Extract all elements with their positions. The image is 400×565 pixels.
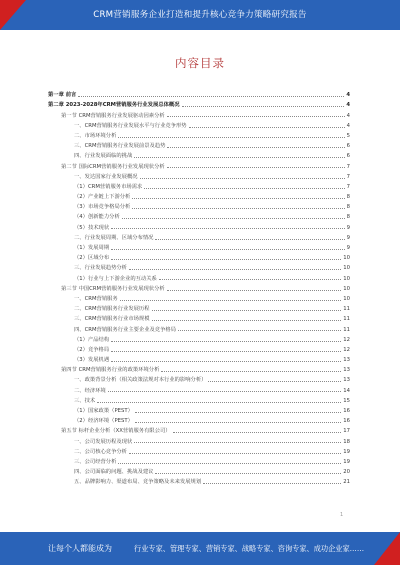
toc-entry-text: 第五节 标杆企业分析（XX营销服务有限公司）: [61, 428, 171, 435]
toc-entry-page: 4: [346, 122, 350, 129]
toc-entry-page: 9: [346, 234, 350, 241]
toc-entry-page: 7: [346, 173, 350, 180]
toc-entry-page: 10: [343, 255, 350, 262]
toc-entry-text: 四、行业发展面临的挑战: [74, 153, 133, 160]
toc-entry-text: 三、公司经营分析: [74, 458, 117, 465]
footer-roles: 行业专家、管理专家、营销专家、战略专家、咨询专家、成功企业家……: [134, 544, 365, 553]
toc-entry-page: 9: [346, 245, 350, 251]
toc-leader-dots: [140, 178, 345, 179]
toc-leader-dots: [97, 402, 341, 403]
toc-entry[interactable]: [48, 373, 350, 383]
toc-entry-text: 二、经济环境: [74, 387, 106, 394]
toc-entry[interactable]: [48, 129, 350, 139]
page-number: 1: [340, 512, 344, 518]
toc-leader-dots: [155, 473, 341, 474]
toc-entry-page: 16: [343, 418, 350, 425]
toc-entry-page: 12: [343, 346, 350, 353]
toc-entry[interactable]: [48, 333, 350, 343]
toc-leader-dots: [129, 453, 341, 454]
toc-entry-page: 14: [343, 387, 350, 394]
toc-entry[interactable]: [48, 434, 350, 444]
toc-leader-dots: [178, 330, 341, 331]
toc-entry-page: 20: [343, 469, 350, 476]
footer-slogan: 让每个人都能成为: [48, 544, 112, 553]
toc-entry-page: 18: [343, 438, 350, 445]
toc-entry[interactable]: [48, 394, 350, 404]
toc-leader-dots: [203, 483, 341, 484]
toc-entry-text: 第三节 中国CRM营销服务行业发展现状分析: [61, 285, 165, 292]
toc-entry-text: （1）发展周期: [74, 245, 110, 251]
toc-entry[interactable]: [48, 282, 350, 292]
toc-entry[interactable]: [48, 292, 350, 302]
toc-leader-dots: [129, 269, 341, 270]
toc-leader-dots: [208, 381, 341, 382]
toc-leader-dots: [122, 218, 345, 219]
toc-leader-dots: [118, 463, 341, 464]
toc-leader-dots: [144, 188, 344, 189]
toc-entry-page: 19: [343, 458, 350, 465]
toc-entry-page: 8: [346, 214, 350, 221]
toc-entry-text: （1）行业与上下游企业的互动关系: [74, 275, 157, 282]
toc-entry-text: 五、品牌影响力、渠道布局、竞争策略及未来发展规划: [74, 479, 202, 486]
toc-entry-text: （5）技术现状: [74, 224, 110, 231]
toc-entry-text: 第一章 前言: [48, 92, 77, 99]
toc-entry-page: 4: [346, 92, 350, 99]
toc-entry-text: 二、CRM营销服务行业发展历程: [74, 306, 150, 313]
toc-leader-dots: [132, 198, 344, 199]
toc-entry[interactable]: [48, 88, 350, 98]
toc-entry[interactable]: [48, 210, 350, 220]
toc-entry-text: （1）国家政策（PEST）: [74, 408, 133, 414]
toc-entry[interactable]: [48, 251, 350, 261]
toc-entry[interactable]: [48, 149, 350, 159]
toc-entry[interactable]: [48, 312, 350, 322]
toc-leader-dots: [111, 249, 344, 250]
toc-entry-page: 10: [343, 285, 350, 292]
toc-entry-page: 17: [343, 428, 350, 435]
toc-entry-text: 三、CRM营销服务行业发展前景及趋势: [74, 143, 166, 150]
toc-entry[interactable]: [48, 119, 350, 129]
report-title: CRM营销服务企业打造和提升核心竞争力策略研究报告: [93, 10, 307, 20]
toc-entry[interactable]: [48, 383, 350, 393]
toc-leader-dots: [167, 147, 344, 148]
toc-entry-text: 第二章 2023-2028年CRM营销服务行业发展总体概况: [48, 102, 180, 109]
toc-leader-dots: [155, 239, 344, 240]
toc-entry[interactable]: [48, 190, 350, 200]
toc-entry-text: （2）竞争格局: [74, 346, 110, 353]
toc-entry[interactable]: [48, 261, 350, 271]
toc-entry-text: （2）经济环境（PEST）: [74, 418, 133, 425]
toc-entry[interactable]: [48, 445, 350, 455]
toc-entry-page: 9: [346, 224, 350, 231]
toc-entry[interactable]: [48, 159, 350, 169]
toc-entry-text: （1）产品结构: [74, 336, 110, 343]
toc-entry-text: 一、政策背景分析（相关政策法规对本行业的影响分析）: [74, 377, 207, 384]
toc-leader-dots: [135, 412, 341, 413]
toc-entry[interactable]: [48, 322, 350, 332]
toc-entry-text: 一、公司发展历程及现状: [74, 438, 133, 445]
toc-leader-dots: [182, 106, 345, 107]
toc-leader-dots: [152, 320, 342, 321]
toc-entry[interactable]: [48, 404, 350, 414]
toc-leader-dots: [173, 432, 342, 433]
toc-entry[interactable]: [48, 200, 350, 210]
toc-leader-dots: [111, 228, 344, 229]
toc-leader-dots: [167, 290, 342, 291]
toc-leader-dots: [134, 157, 344, 158]
toc-entry[interactable]: [48, 241, 350, 251]
toc-leader-dots: [118, 137, 344, 138]
toc-entry[interactable]: [48, 363, 350, 373]
toc-entry-page: 11: [343, 316, 350, 323]
toc-entry-text: 四、公司面临的问题、挑战及建议: [74, 469, 154, 476]
toc-entry-page: 10: [343, 265, 350, 272]
toc-entry-text: （1）CRM营销服务市场需求: [74, 183, 143, 190]
toc-leader-dots: [78, 96, 344, 97]
toc-entry[interactable]: [48, 353, 350, 363]
toc-leader-dots: [120, 300, 342, 301]
toc-entry-text: 二、市场环境分析: [74, 132, 117, 139]
toc-leader-dots: [111, 361, 341, 362]
toc-entry-page: 11: [343, 306, 350, 313]
toc-entry-page: 13: [343, 367, 350, 374]
toc-entry-text: （3）市场竞争格局分析: [74, 204, 131, 211]
toc-entry[interactable]: [48, 231, 350, 241]
toc-leader-dots: [108, 391, 341, 392]
toc-entry-text: （2）产业链上下游分析: [74, 194, 131, 201]
toc-entry-page: 13: [343, 377, 350, 384]
toc-leader-dots: [134, 442, 341, 443]
toc-entry-text: 二、公司核心竞争分析: [74, 448, 127, 455]
toc-entry-page: 12: [343, 336, 350, 343]
toc-leader-dots: [111, 341, 341, 342]
toc-entry[interactable]: [48, 475, 350, 485]
toc-entry[interactable]: [48, 465, 350, 475]
toc-entry-page: 19: [343, 448, 350, 455]
toc-entry-page: 13: [343, 357, 350, 364]
table-of-contents: [48, 88, 350, 485]
toc-leader-dots: [189, 127, 345, 128]
toc-entry-text: 二、行业发展周期、区域分布情况: [74, 234, 154, 241]
toc-entry-page: 7: [346, 183, 350, 190]
toc-entry-text: （2）区域分布: [74, 255, 110, 262]
toc-entry-page: 4: [346, 112, 350, 119]
toc-entry[interactable]: [48, 108, 350, 118]
toc-entry[interactable]: [48, 424, 350, 434]
toc-entry[interactable]: [48, 343, 350, 353]
footer-red-accent: [374, 532, 400, 565]
toc-entry-page: 7: [346, 163, 350, 170]
toc-leader-dots: [111, 351, 341, 352]
toc-leader-dots: [152, 310, 342, 311]
toc-entry-text: （4）创新能力分析: [74, 214, 120, 221]
toc-entry-page: 11: [343, 326, 350, 333]
toc-entry-text: 第四节 CRM营销服务行业的政策环境分析: [61, 367, 160, 374]
toc-entry[interactable]: [48, 98, 350, 108]
toc-leader-dots: [159, 279, 341, 280]
toc-entry-text: 一、发达国家行业发展概况: [74, 173, 138, 180]
toc-heading: 内容目录: [175, 56, 225, 70]
toc-entry-page: 21: [343, 479, 350, 486]
toc-entry-text: 四、CRM营销服务行业主要企业及竞争格局: [74, 326, 176, 333]
toc-entry[interactable]: [48, 455, 350, 465]
toc-entry-text: 第二节 国际CRM营销服务行业发展现状分析: [61, 163, 165, 170]
toc-entry-page: 8: [346, 194, 350, 201]
toc-leader-dots: [132, 208, 344, 209]
toc-entry[interactable]: [48, 302, 350, 312]
toc-entry-page: 10: [343, 275, 350, 282]
toc-entry-text: 三、行业发展趋势分析: [74, 265, 127, 272]
toc-entry-page: 10: [343, 295, 350, 302]
toc-entry[interactable]: [48, 414, 350, 424]
toc-entry[interactable]: [48, 220, 350, 230]
toc-entry-page: 15: [343, 397, 350, 404]
toc-entry-page: 6: [346, 153, 350, 160]
toc-entry[interactable]: [48, 180, 350, 190]
toc-leader-dots: [161, 371, 341, 372]
toc-leader-dots: [167, 116, 345, 117]
toc-entry-text: 一、CRM营销服务行业发展水平与行业竞争形势: [74, 122, 187, 129]
toc-leader-dots: [135, 422, 341, 423]
toc-entry[interactable]: [48, 271, 350, 281]
toc-entry-page: 6: [346, 143, 350, 150]
toc-entry-page: 4: [346, 102, 350, 109]
toc-entry-text: 三、CRM营销服务行业市场规模: [74, 316, 150, 323]
toc-entry-text: （3）发展机遇: [74, 357, 110, 364]
toc-entry[interactable]: [48, 139, 350, 149]
toc-entry-text: 一、CRM营销服务: [74, 295, 118, 302]
toc-entry-text: 三、技术: [74, 397, 96, 404]
toc-entry-page: 5: [346, 132, 350, 139]
toc-entry-page: 8: [346, 204, 350, 211]
toc-entry-page: 16: [343, 408, 350, 414]
toc-leader-dots: [111, 259, 341, 260]
toc-leader-dots: [167, 167, 345, 168]
toc-entry[interactable]: [48, 170, 350, 180]
toc-entry-text: 第一节 CRM营销服务行业发展驱动因素分析: [61, 112, 165, 119]
